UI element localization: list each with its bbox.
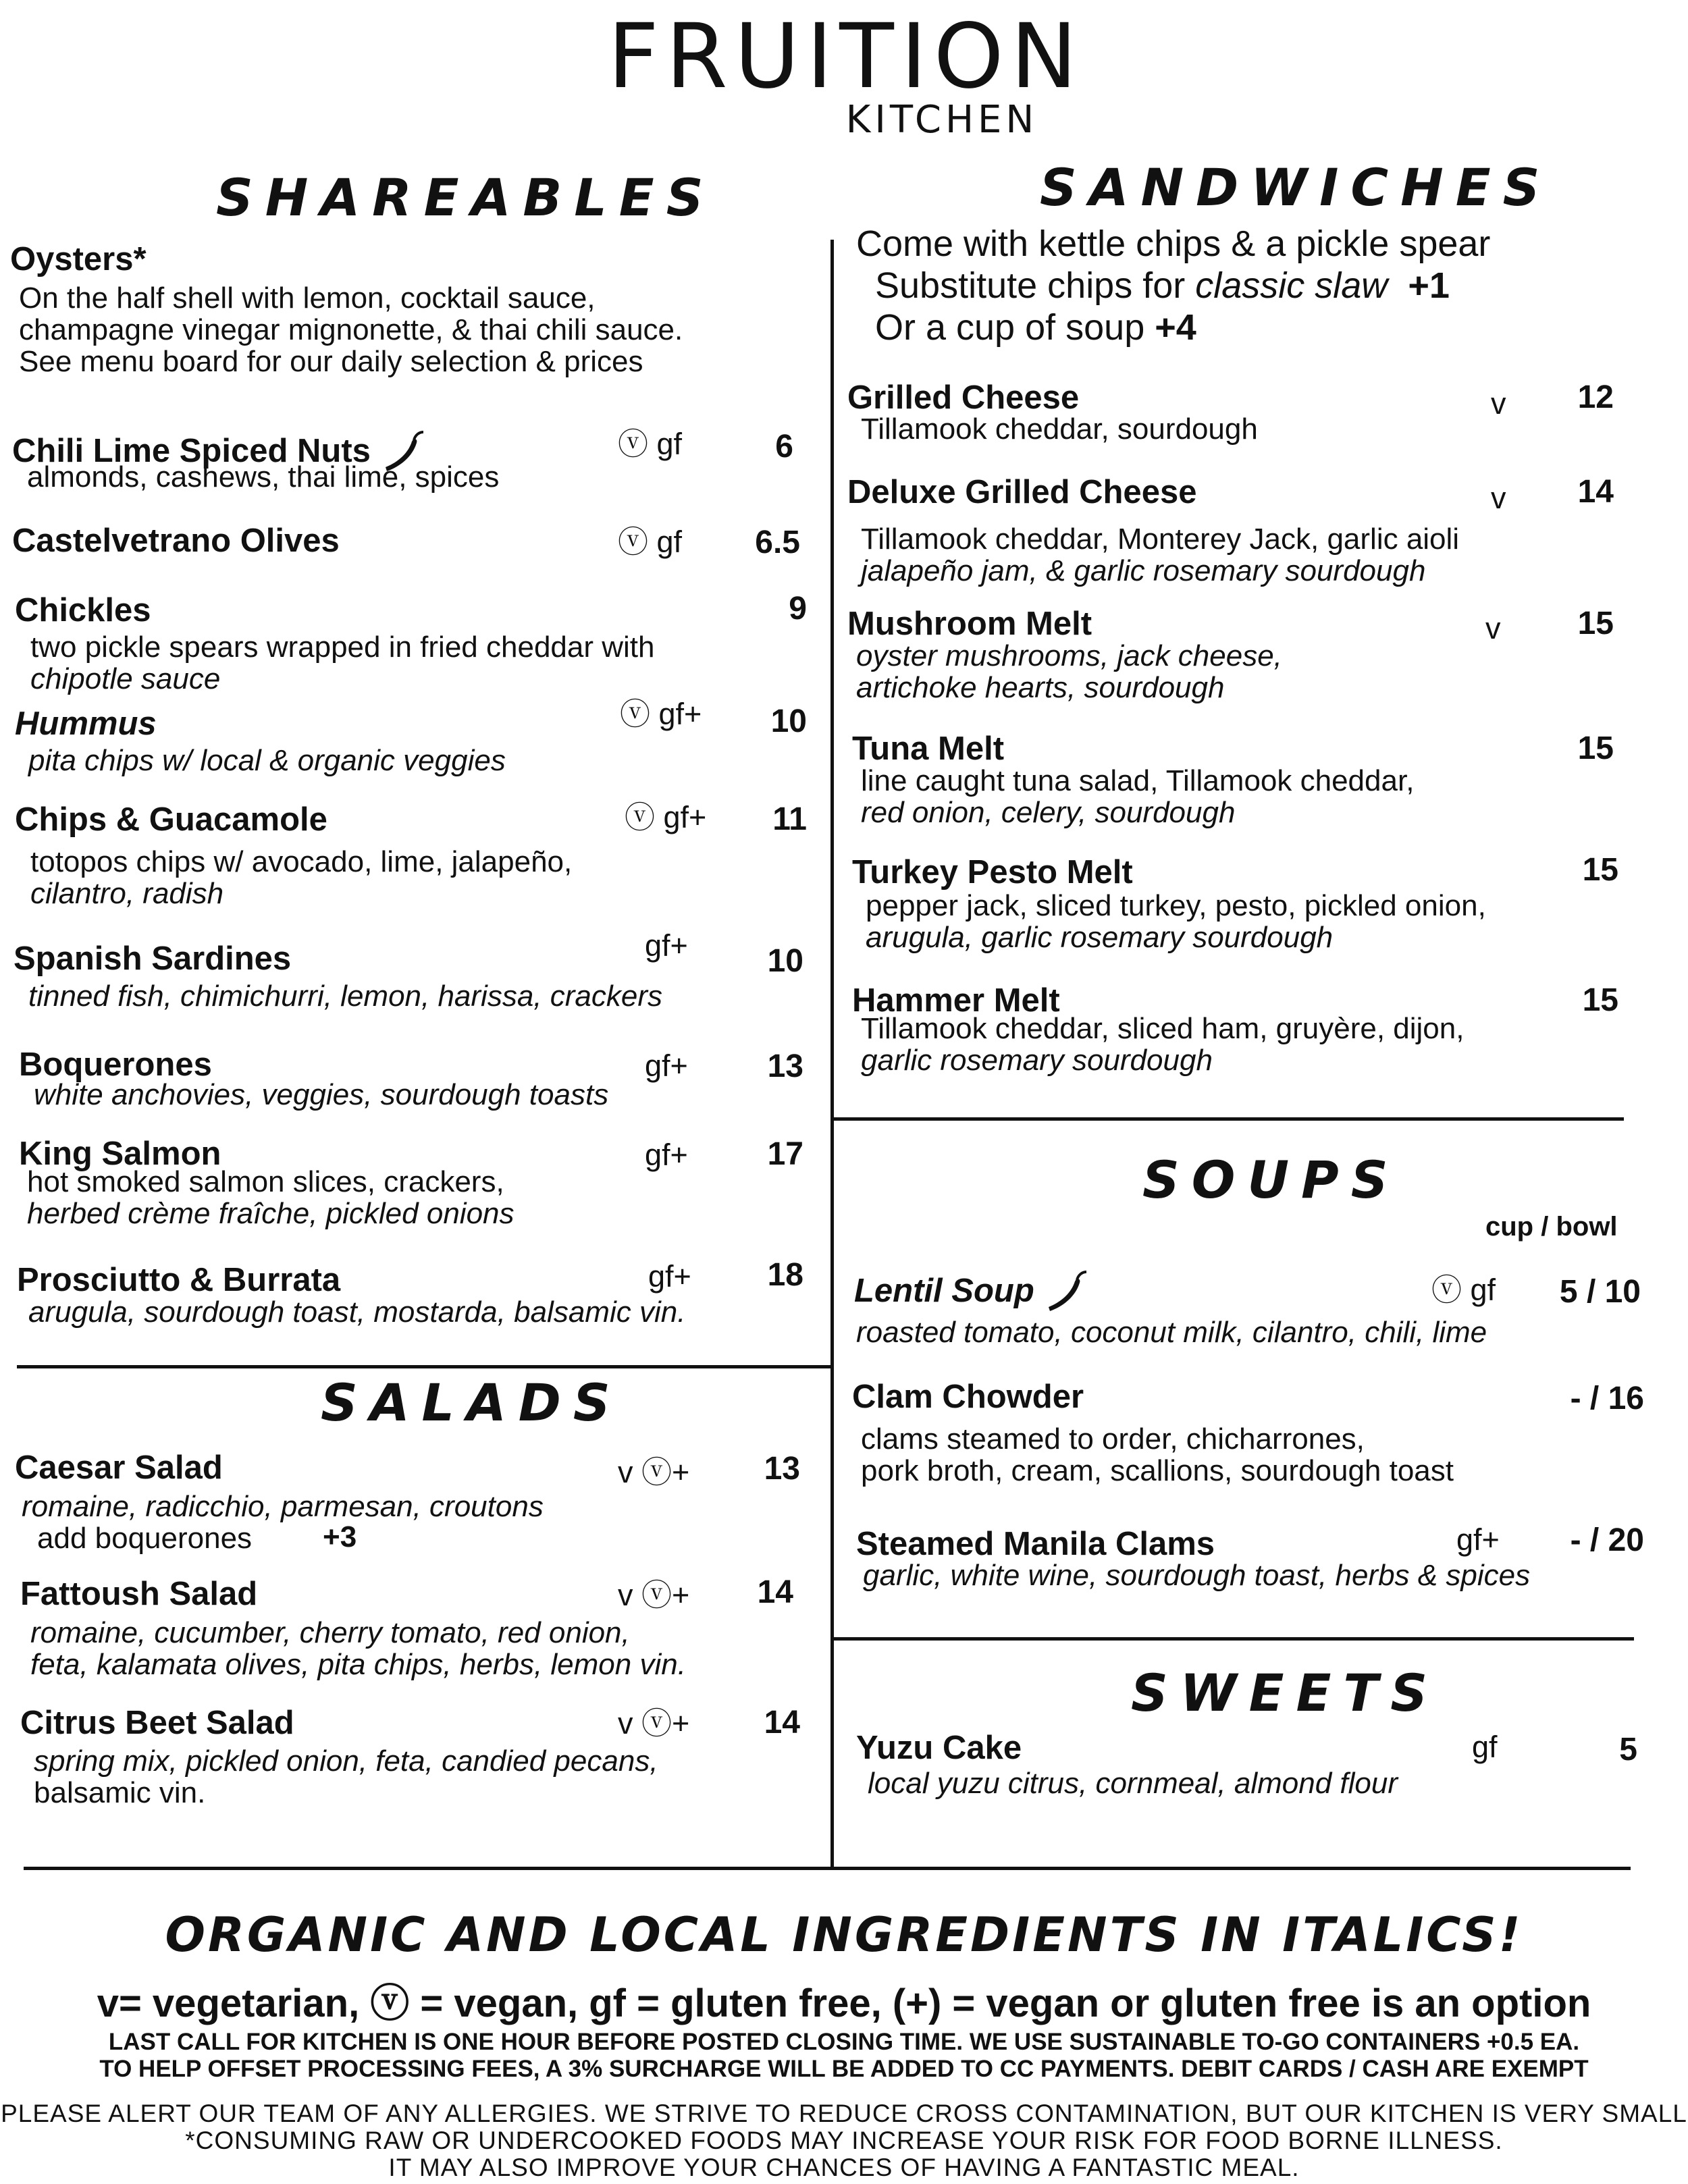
item-tag: gf <box>1472 1730 1498 1764</box>
item-price: 10 <box>770 703 807 739</box>
item-desc: pita chips w/ local & organic veggies <box>28 744 506 777</box>
item-price: 5 <box>1619 1732 1637 1767</box>
item-price: 6 <box>775 429 793 464</box>
item-desc: garlic, white wine, sourdough toast, herbs & spices <box>863 1559 1531 1592</box>
item-tag: v ⓥ+ <box>618 1455 690 1489</box>
item-name: Lentil Soup <box>854 1269 1090 1316</box>
item-desc: On the half shell with lemon, cocktail sauce, champagne vinegar mignonette, & thai chili sauce. See menu board for our daily selection & prices <box>19 282 683 379</box>
item-tag: ⓥ gf <box>618 525 683 559</box>
sandwiches-intro: Come with kettle chips & a pickle spear Substitute chips for classic slaw +1 Or a cup of soup +4 <box>856 223 1491 348</box>
item-name: Clam Chowder <box>852 1379 1084 1415</box>
item-name: Hummus <box>15 705 157 742</box>
item-price: 14 <box>1577 474 1614 510</box>
item-tag: gf+ <box>645 1048 688 1083</box>
soups-title: SOUPS <box>1142 1150 1400 1210</box>
item-desc: almonds, cashews, thai lime, spices <box>27 460 500 494</box>
surcharge-note: TO HELP OFFSET PROCESSING FEES, A 3% SURCHARGE WILL BE ADDED TO CC PAYMENTS. DEBIT CARDS / CASH ARE EXEMPT <box>99 2056 1589 2082</box>
item-price: 13 <box>764 1451 800 1487</box>
item-price: 14 <box>757 1574 793 1610</box>
item-name: Spanish Sardines <box>14 940 292 977</box>
item-name: Citrus Beet Salad <box>20 1705 294 1741</box>
item-desc: white anchovies, veggies, sourdough toasts <box>34 1078 609 1111</box>
item-tag: v <box>1491 481 1506 515</box>
item-name: Chili Lime Spiced Nuts <box>12 429 427 477</box>
item-price: 15 <box>1577 730 1614 766</box>
item-tag: v <box>1491 386 1506 421</box>
item-tag: ⓥ gf+ <box>625 800 707 834</box>
item-name: Boquerones <box>19 1046 212 1083</box>
item-name: Chips & Guacamole <box>15 801 327 838</box>
item-tag: gf+ <box>648 1259 691 1294</box>
item-tag: ⓥ gf <box>1431 1273 1496 1307</box>
divider-soups-sweets <box>830 1637 1634 1641</box>
item-name: Castelvetrano Olives <box>12 523 340 559</box>
item-price: 6.5 <box>755 525 800 560</box>
item-desc: Tillamook cheddar, Monterey Jack, garlic aioli jalapeño jam, & garlic rosemary sourdough <box>861 523 1460 588</box>
sweets-title: SWEETS <box>1131 1663 1440 1723</box>
allergy-note: PLEASE ALERT OUR TEAM OF ANY ALLERGIES. WE STRIVE TO REDUCE CROSS CONTAMINATION, BUT OUR KITCHEN IS VERY SMALL <box>1 2100 1687 2127</box>
chili-pepper-icon <box>1043 1269 1090 1316</box>
item-price: 15 <box>1582 852 1618 888</box>
item-tag: gf+ <box>1456 1522 1500 1557</box>
item-desc: oyster mushrooms, jack cheese, artichoke hearts, sourdough <box>856 639 1282 705</box>
item-tag: v ⓥ+ <box>618 1706 690 1740</box>
item-name: Turkey Pesto Melt <box>852 854 1133 890</box>
item-desc: Tillamook cheddar, sourdough <box>861 412 1258 446</box>
item-price: 15 <box>1577 606 1614 641</box>
item-desc: tinned fish, chimichurri, lemon, harissa, crackers <box>28 980 662 1013</box>
item-price: 17 <box>767 1136 803 1172</box>
item-name: Yuzu Cake <box>856 1730 1022 1766</box>
divider-sandwiches-soups <box>830 1117 1624 1121</box>
item-desc: romaine, cucumber, cherry tomato, red onion, feta, kalamata olives, pita chips, herbs, lemon vin. <box>30 1616 686 1682</box>
item-name: Deluxe Grilled Cheese <box>847 474 1197 510</box>
divider-bottom <box>24 1867 1631 1870</box>
item-desc: two pickle spears wrapped in fried cheddar with chipotle sauce <box>30 631 655 696</box>
dietary-legend: v= vegetarian, ⓥ = vegan, gf = gluten free, (+) = vegan or gluten free is an option <box>97 1981 1591 2025</box>
item-desc: clams steamed to order, chicharrones, pork broth, cream, scallions, sourdough toast <box>861 1422 1454 1488</box>
item-price: - / 20 <box>1570 1522 1644 1558</box>
item-desc: arugula, sourdough toast, mostarda, balsamic vin. <box>28 1296 686 1329</box>
item-price: 12 <box>1577 379 1614 415</box>
item-tag: ⓥ gf+ <box>620 697 702 731</box>
size-label: cup / bowl <box>1485 1212 1618 1242</box>
shareables-title: SHAREABLES <box>216 167 716 228</box>
item-price: 9 <box>789 591 807 627</box>
item-desc: pepper jack, sliced turkey, pesto, pickled onion, arugula, garlic rosemary sourdough <box>866 889 1486 955</box>
item-price: 15 <box>1582 982 1618 1018</box>
brand-sub: KITCHEN <box>845 98 1038 142</box>
sandwiches-title: SANDWICHES <box>1040 157 1552 217</box>
item-desc: totopos chips w/ avocado, lime, jalapeño, cilantro, radish <box>30 845 573 911</box>
item-name: Mushroom Melt <box>847 606 1092 642</box>
item-tag: gf+ <box>645 928 688 963</box>
fantastic-meal-note: IT MAY ALSO IMPROVE YOUR CHANCES OF HAVING A FANTASTIC MEAL. <box>388 2154 1300 2181</box>
column-divider <box>830 240 834 1870</box>
kitchen-note: LAST CALL FOR KITCHEN IS ONE HOUR BEFORE POSTED CLOSING TIME. WE USE SUSTAINABLE TO-GO CONTAINERS +0.5 EA. <box>108 2029 1580 2055</box>
item-name: King Salmon <box>19 1136 221 1172</box>
item-name: Caesar Salad <box>15 1449 223 1486</box>
item-name: Oysters* <box>10 241 147 277</box>
item-desc: romaine, radicchio, parmesan, croutons <box>22 1490 544 1523</box>
item-tag: v ⓥ+ <box>618 1578 690 1612</box>
item-name: Fattoush Salad <box>20 1576 258 1612</box>
italics-note: ORGANIC AND LOCAL INGREDIENTS IN ITALICS! <box>165 1907 1523 1963</box>
divider-shareables-salads <box>17 1365 830 1368</box>
item-name: Chickles <box>15 592 151 629</box>
item-price: 18 <box>767 1257 803 1293</box>
item-name: Tuna Melt <box>852 730 1005 767</box>
item-price: 13 <box>767 1048 803 1084</box>
item-tag: gf+ <box>645 1138 688 1172</box>
raw-food-warning: *CONSUMING RAW OR UNDERCOOKED FOODS MAY INCREASE YOUR RISK FOR FOOD BORNE ILLNESS. <box>185 2127 1503 2154</box>
item-extra-price: +3 <box>323 1520 357 1553</box>
item-desc: roasted tomato, coconut milk, cilantro, chili, lime <box>856 1316 1487 1349</box>
item-name: Grilled Cheese <box>847 379 1080 416</box>
item-desc: line caught tuna salad, Tillamook cheddar, red onion, celery, sourdough <box>861 764 1415 830</box>
salads-title: SALADS <box>321 1373 623 1433</box>
item-desc: hot smoked salmon slices, crackers, herbed crème fraîche, pickled onions <box>27 1165 515 1231</box>
item-desc: Tillamook cheddar, sliced ham, gruyère, dijon, garlic rosemary sourdough <box>861 1012 1465 1077</box>
item-tag: ⓥ gf <box>618 427 683 461</box>
item-name: Steamed Manila Clams <box>856 1526 1215 1562</box>
item-tag: v <box>1485 611 1501 645</box>
item-desc: local yuzu citrus, cornmeal, almond flour <box>868 1767 1398 1800</box>
item-price: 11 <box>772 801 807 837</box>
item-price: 14 <box>764 1705 800 1740</box>
item-price: 10 <box>767 943 803 979</box>
item-name: Prosciutto & Burrata <box>17 1262 341 1298</box>
item-desc: add boquerones <box>37 1522 253 1555</box>
brand-logo: FRUITION <box>608 5 1084 109</box>
item-price: 5 / 10 <box>1559 1274 1641 1310</box>
item-name: Hammer Melt <box>852 982 1060 1019</box>
item-desc: spring mix, pickled onion, feta, candied pecans, balsamic vin. <box>34 1744 658 1810</box>
item-price: - / 16 <box>1570 1381 1644 1416</box>
